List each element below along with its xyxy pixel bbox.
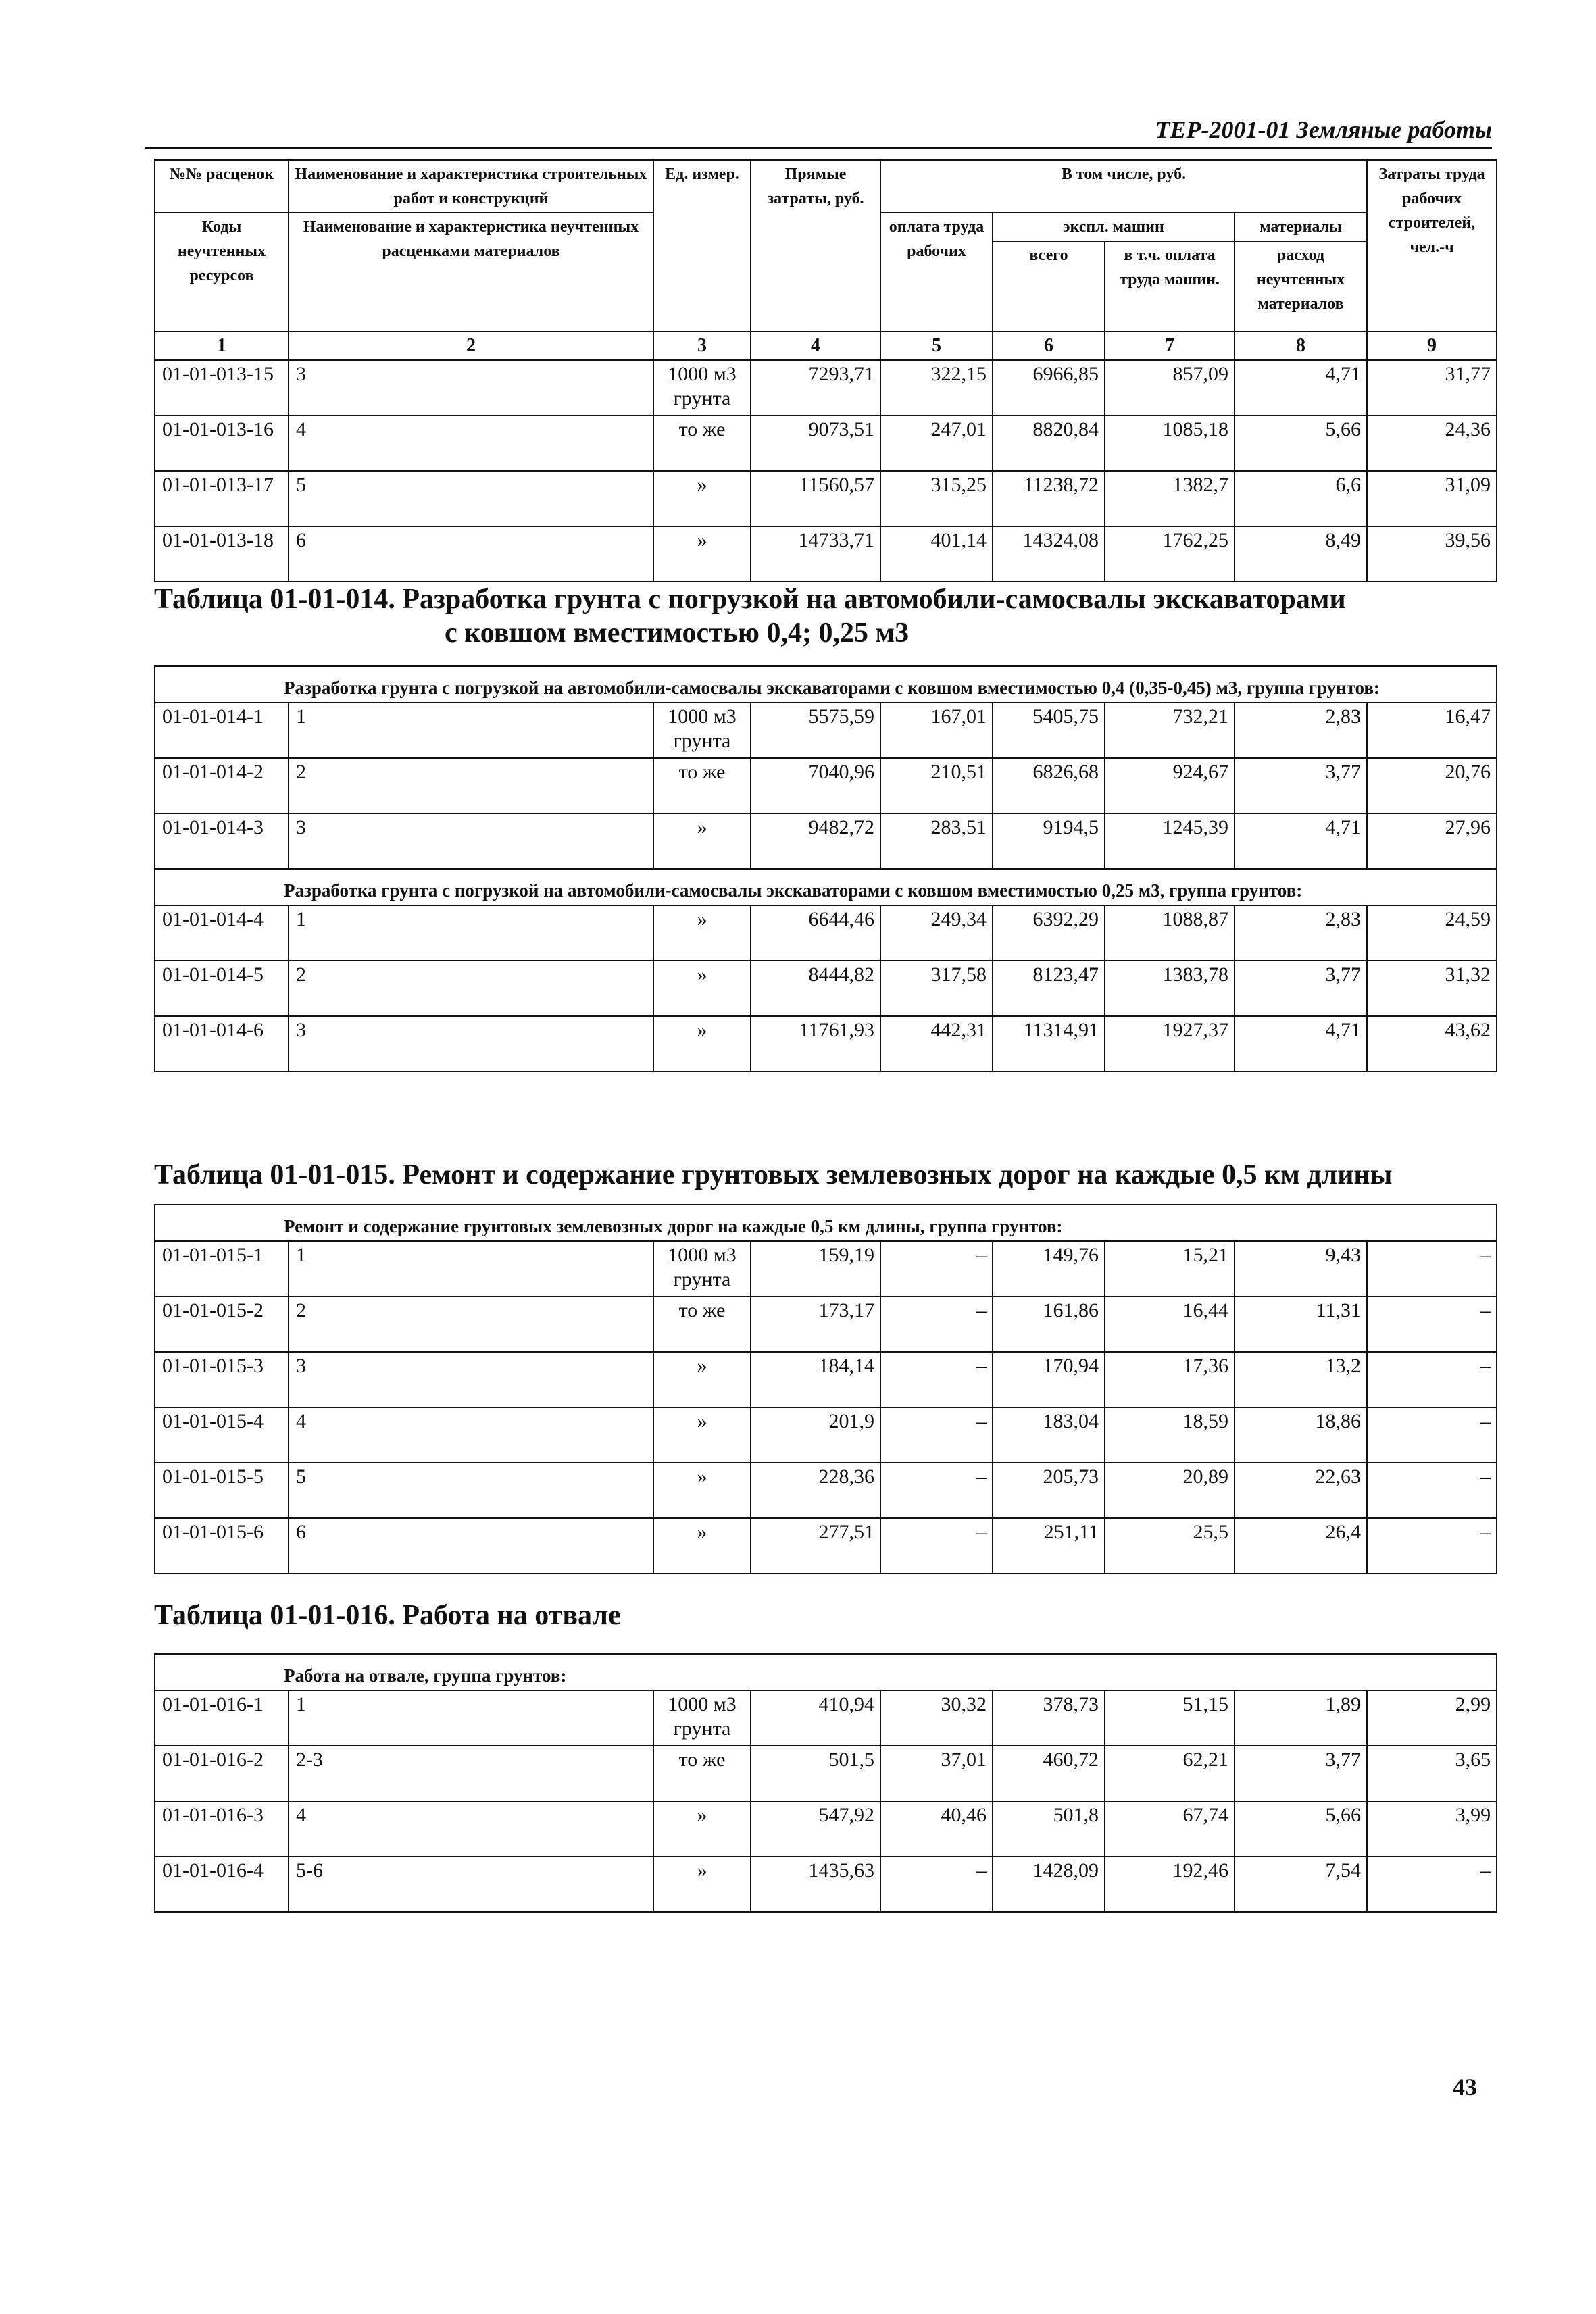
row-code: 01-01-014-6 bbox=[155, 1016, 289, 1072]
col-number: 3 bbox=[653, 332, 751, 360]
section-title: Разработка грунта с погрузкой на автомобили-самосвалы экскаваторами с ковшом вместимостью 0,25 м3, группа грунтов: bbox=[155, 869, 1497, 905]
row-machines: 378,73 bbox=[993, 1690, 1105, 1746]
row-materials: 3,77 bbox=[1235, 1746, 1367, 1801]
row-code: 01-01-016-3 bbox=[155, 1801, 289, 1857]
row-name: 5 bbox=[289, 1463, 653, 1518]
row-materials: 4,71 bbox=[1235, 813, 1367, 869]
row-wages: 322,15 bbox=[880, 360, 993, 416]
table-014-title-line1: Таблица 01-01-014. Разработка грунта с погрузкой на автомобили-самосвалы экскаваторами bbox=[154, 584, 1346, 615]
row-code: 01-01-014-2 bbox=[155, 758, 289, 813]
header-materials: материалы bbox=[1235, 213, 1367, 241]
table-row bbox=[155, 703, 1497, 758]
row-name: 2-3 bbox=[289, 1746, 653, 1801]
row-labor: 31,09 bbox=[1367, 471, 1497, 526]
row-name: 1 bbox=[289, 703, 653, 758]
row-labor: – bbox=[1367, 1297, 1497, 1352]
row-machines-wages: 1085,18 bbox=[1105, 416, 1235, 471]
row-labor: – bbox=[1367, 1463, 1497, 1518]
row-code: 01-01-013-18 bbox=[155, 526, 289, 582]
header-code-top: №№ расценок bbox=[155, 160, 289, 213]
row-unit: » bbox=[653, 813, 751, 869]
table-row bbox=[155, 905, 1497, 961]
col-number: 9 bbox=[1367, 332, 1497, 360]
row-wages: 30,32 bbox=[880, 1690, 993, 1746]
row-code: 01-01-016-2 bbox=[155, 1746, 289, 1801]
table-row bbox=[155, 1690, 1497, 1746]
row-materials: 18,86 bbox=[1235, 1407, 1367, 1463]
row-materials: 4,71 bbox=[1235, 1016, 1367, 1072]
table-row bbox=[155, 1518, 1497, 1574]
row-code: 01-01-015-5 bbox=[155, 1463, 289, 1518]
row-name: 6 bbox=[289, 1518, 653, 1574]
row-name: 6 bbox=[289, 526, 653, 582]
row-wages: – bbox=[880, 1407, 993, 1463]
row-name: 2 bbox=[289, 758, 653, 813]
row-unit: » bbox=[653, 1352, 751, 1407]
row-wages: 37,01 bbox=[880, 1746, 993, 1801]
col-number: 6 bbox=[993, 332, 1105, 360]
row-machines: 14324,08 bbox=[993, 526, 1105, 582]
row-labor: 27,96 bbox=[1367, 813, 1497, 869]
row-wages: – bbox=[880, 1352, 993, 1407]
section-title: Разработка грунта с погрузкой на автомобили-самосвалы экскаваторами с ковшом вместимостью 0,4 (0,35-0,45) м3, группа грунтов: bbox=[155, 666, 1497, 703]
row-code: 01-01-015-1 bbox=[155, 1241, 289, 1297]
row-name: 3 bbox=[289, 360, 653, 416]
row-direct-cost: 11761,93 bbox=[751, 1016, 880, 1072]
row-labor: 20,76 bbox=[1367, 758, 1497, 813]
table-row bbox=[155, 416, 1497, 471]
row-machines: 5405,75 bbox=[993, 703, 1105, 758]
row-code: 01-01-014-4 bbox=[155, 905, 289, 961]
row-name: 3 bbox=[289, 1016, 653, 1072]
row-name: 2 bbox=[289, 961, 653, 1016]
row-labor: 2,99 bbox=[1367, 1690, 1497, 1746]
row-materials: 5,66 bbox=[1235, 416, 1367, 471]
row-name: 4 bbox=[289, 1407, 653, 1463]
row-machines: 8820,84 bbox=[993, 416, 1105, 471]
row-direct-cost: 173,17 bbox=[751, 1297, 880, 1352]
row-name: 2 bbox=[289, 1297, 653, 1352]
row-unit: 1000 м3 грунта bbox=[653, 360, 751, 416]
row-machines-wages: 732,21 bbox=[1105, 703, 1235, 758]
row-code: 01-01-014-5 bbox=[155, 961, 289, 1016]
row-machines-wages: 192,46 bbox=[1105, 1857, 1235, 1912]
row-wages: 283,51 bbox=[880, 813, 993, 869]
row-name: 1 bbox=[289, 1690, 653, 1746]
row-wages: 40,46 bbox=[880, 1801, 993, 1857]
row-machines: 161,86 bbox=[993, 1297, 1105, 1352]
row-labor: 24,59 bbox=[1367, 905, 1497, 961]
table-014 bbox=[154, 665, 1497, 1072]
row-machines-wages: 924,67 bbox=[1105, 758, 1235, 813]
header-name-top: Наименование и характеристика строительных работ и конструкций bbox=[289, 160, 653, 213]
row-materials: 2,83 bbox=[1235, 905, 1367, 961]
row-direct-cost: 14733,71 bbox=[751, 526, 880, 582]
row-materials: 13,2 bbox=[1235, 1352, 1367, 1407]
row-labor: 43,62 bbox=[1367, 1016, 1497, 1072]
row-code: 01-01-016-1 bbox=[155, 1690, 289, 1746]
row-materials: 11,31 bbox=[1235, 1297, 1367, 1352]
row-code: 01-01-015-2 bbox=[155, 1297, 289, 1352]
row-unit: то же bbox=[653, 416, 751, 471]
col-number: 4 bbox=[751, 332, 880, 360]
row-code: 01-01-015-4 bbox=[155, 1407, 289, 1463]
row-materials: 7,54 bbox=[1235, 1857, 1367, 1912]
row-labor: 16,47 bbox=[1367, 703, 1497, 758]
table-row bbox=[155, 526, 1497, 582]
row-materials: 6,6 bbox=[1235, 471, 1367, 526]
section-title: Работа на отвале, группа грунтов: bbox=[155, 1654, 1497, 1690]
row-machines-wages: 62,21 bbox=[1105, 1746, 1235, 1801]
row-name: 1 bbox=[289, 1241, 653, 1297]
row-code: 01-01-015-3 bbox=[155, 1352, 289, 1407]
row-materials: 9,43 bbox=[1235, 1241, 1367, 1297]
row-code: 01-01-016-4 bbox=[155, 1857, 289, 1912]
table-row bbox=[155, 1857, 1497, 1912]
table-row bbox=[155, 758, 1497, 813]
row-name: 3 bbox=[289, 813, 653, 869]
row-code: 01-01-014-1 bbox=[155, 703, 289, 758]
row-labor: 3,65 bbox=[1367, 1746, 1497, 1801]
header-wages: оплата труда рабочих bbox=[880, 213, 993, 332]
row-machines-wages: 1245,39 bbox=[1105, 813, 1235, 869]
table-014-title bbox=[154, 582, 1499, 650]
row-direct-cost: 184,14 bbox=[751, 1352, 880, 1407]
row-materials: 22,63 bbox=[1235, 1463, 1367, 1518]
table-013 bbox=[154, 159, 1497, 582]
row-unit: » bbox=[653, 1857, 751, 1912]
row-materials: 5,66 bbox=[1235, 1801, 1367, 1857]
row-direct-cost: 7293,71 bbox=[751, 360, 880, 416]
row-direct-cost: 501,5 bbox=[751, 1746, 880, 1801]
row-unit: » bbox=[653, 1801, 751, 1857]
row-labor: – bbox=[1367, 1352, 1497, 1407]
row-labor: 31,77 bbox=[1367, 360, 1497, 416]
row-direct-cost: 201,9 bbox=[751, 1407, 880, 1463]
table-row bbox=[155, 360, 1497, 416]
row-labor: – bbox=[1367, 1241, 1497, 1297]
row-materials: 3,77 bbox=[1235, 758, 1367, 813]
row-direct-cost: 9073,51 bbox=[751, 416, 880, 471]
row-code: 01-01-013-16 bbox=[155, 416, 289, 471]
table-row bbox=[155, 1297, 1497, 1352]
row-machines: 8123,47 bbox=[993, 961, 1105, 1016]
col-number: 1 bbox=[155, 332, 289, 360]
row-unit: то же bbox=[653, 758, 751, 813]
row-code: 01-01-014-3 bbox=[155, 813, 289, 869]
table-row bbox=[155, 1407, 1497, 1463]
header-labor: Затраты труда рабочих строителей, чел.-ч bbox=[1367, 160, 1497, 332]
row-machines-wages: 15,21 bbox=[1105, 1241, 1235, 1297]
row-machines-wages: 25,5 bbox=[1105, 1518, 1235, 1574]
row-direct-cost: 228,36 bbox=[751, 1463, 880, 1518]
row-direct-cost: 1435,63 bbox=[751, 1857, 880, 1912]
row-wages: – bbox=[880, 1463, 993, 1518]
row-machines-wages: 1762,25 bbox=[1105, 526, 1235, 582]
table-row bbox=[155, 471, 1497, 526]
row-direct-cost: 11560,57 bbox=[751, 471, 880, 526]
col-number: 2 bbox=[289, 332, 653, 360]
row-machines: 9194,5 bbox=[993, 813, 1105, 869]
row-machines: 251,11 bbox=[993, 1518, 1105, 1574]
row-code: 01-01-015-6 bbox=[155, 1518, 289, 1574]
col-number: 5 bbox=[880, 332, 993, 360]
row-name: 3 bbox=[289, 1352, 653, 1407]
row-machines-wages: 17,36 bbox=[1105, 1352, 1235, 1407]
page-number: 43 bbox=[1453, 2073, 1477, 2101]
row-unit: то же bbox=[653, 1297, 751, 1352]
row-machines-wages: 67,74 bbox=[1105, 1801, 1235, 1857]
row-wages: – bbox=[880, 1241, 993, 1297]
table-row bbox=[155, 1746, 1497, 1801]
row-direct-cost: 159,19 bbox=[751, 1241, 880, 1297]
col-number: 7 bbox=[1105, 332, 1235, 360]
row-machines-wages: 20,89 bbox=[1105, 1463, 1235, 1518]
row-machines: 1428,09 bbox=[993, 1857, 1105, 1912]
row-unit: » bbox=[653, 1518, 751, 1574]
row-labor: – bbox=[1367, 1857, 1497, 1912]
table-016-title: Таблица 01-01-016. Работа на отвале bbox=[154, 1600, 621, 1631]
row-wages: 442,31 bbox=[880, 1016, 993, 1072]
row-machines: 170,94 bbox=[993, 1352, 1105, 1407]
row-unit: » bbox=[653, 961, 751, 1016]
row-direct-cost: 410,94 bbox=[751, 1690, 880, 1746]
header-code-bottom: Коды неучтенных ресурсов bbox=[155, 213, 289, 332]
row-machines: 6966,85 bbox=[993, 360, 1105, 416]
row-name: 5 bbox=[289, 471, 653, 526]
table-016 bbox=[154, 1653, 1497, 1913]
row-name: 4 bbox=[289, 1801, 653, 1857]
row-machines: 460,72 bbox=[993, 1746, 1105, 1801]
row-wages: 247,01 bbox=[880, 416, 993, 471]
row-wages: 401,14 bbox=[880, 526, 993, 582]
row-machines: 501,8 bbox=[993, 1801, 1105, 1857]
row-direct-cost: 6644,46 bbox=[751, 905, 880, 961]
table-row bbox=[155, 813, 1497, 869]
row-code: 01-01-013-17 bbox=[155, 471, 289, 526]
table-row bbox=[155, 1801, 1497, 1857]
row-wages: – bbox=[880, 1518, 993, 1574]
col-number: 8 bbox=[1235, 332, 1367, 360]
row-wages: 210,51 bbox=[880, 758, 993, 813]
row-machines-wages: 1382,7 bbox=[1105, 471, 1235, 526]
section-title: Ремонт и содержание грунтовых землевозных дорог на каждые 0,5 км длины, группа грунтов: bbox=[155, 1205, 1497, 1241]
header-machines: экспл. машин bbox=[993, 213, 1235, 241]
row-machines-wages: 857,09 bbox=[1105, 360, 1235, 416]
header-name-bottom: Наименование и характеристика неучтенных расценками материалов bbox=[289, 213, 653, 332]
row-name: 5-6 bbox=[289, 1857, 653, 1912]
row-direct-cost: 5575,59 bbox=[751, 703, 880, 758]
row-machines: 149,76 bbox=[993, 1241, 1105, 1297]
row-machines-wages: 16,44 bbox=[1105, 1297, 1235, 1352]
running-header: ТЕР-2001-01 Земляные работы bbox=[145, 115, 1492, 149]
row-materials: 4,71 bbox=[1235, 360, 1367, 416]
row-direct-cost: 7040,96 bbox=[751, 758, 880, 813]
row-name: 4 bbox=[289, 416, 653, 471]
row-unit: 1000 м3 грунта bbox=[653, 703, 751, 758]
row-labor: 24,36 bbox=[1367, 416, 1497, 471]
row-machines: 183,04 bbox=[993, 1407, 1105, 1463]
row-wages: – bbox=[880, 1297, 993, 1352]
row-labor: – bbox=[1367, 1518, 1497, 1574]
table-row bbox=[155, 1016, 1497, 1072]
row-unit: » bbox=[653, 1463, 751, 1518]
row-unit: то же bbox=[653, 1746, 751, 1801]
header-unit: Ед. измер. bbox=[653, 160, 751, 332]
table-row bbox=[155, 1352, 1497, 1407]
row-unit: » bbox=[653, 1407, 751, 1463]
row-labor: 39,56 bbox=[1367, 526, 1497, 582]
row-code: 01-01-013-15 bbox=[155, 360, 289, 416]
row-wages: 315,25 bbox=[880, 471, 993, 526]
row-labor: – bbox=[1367, 1407, 1497, 1463]
row-materials: 3,77 bbox=[1235, 961, 1367, 1016]
row-unit: » bbox=[653, 905, 751, 961]
row-machines: 6826,68 bbox=[993, 758, 1105, 813]
table-015-title: Таблица 01-01-015. Ремонт и содержание грунтовых землевозных дорог на каждые 0,5 км длины bbox=[154, 1159, 1393, 1190]
row-machines-wages: 51,15 bbox=[1105, 1690, 1235, 1746]
header-in-total: В том числе, руб. bbox=[880, 160, 1367, 213]
row-direct-cost: 8444,82 bbox=[751, 961, 880, 1016]
row-wages: 317,58 bbox=[880, 961, 993, 1016]
row-unit: 1000 м3 грунта bbox=[653, 1690, 751, 1746]
header-machines-total: всего bbox=[993, 241, 1105, 332]
row-unit: » bbox=[653, 471, 751, 526]
table-row bbox=[155, 1463, 1497, 1518]
row-unit: » bbox=[653, 1016, 751, 1072]
row-labor: 31,32 bbox=[1367, 961, 1497, 1016]
row-name: 1 bbox=[289, 905, 653, 961]
row-machines: 11314,91 bbox=[993, 1016, 1105, 1072]
table-015 bbox=[154, 1204, 1497, 1574]
table-row bbox=[155, 961, 1497, 1016]
row-machines-wages: 1088,87 bbox=[1105, 905, 1235, 961]
row-materials: 8,49 bbox=[1235, 526, 1367, 582]
table-014-title-line2: с ковшом вместимостью 0,4; 0,25 м3 bbox=[445, 618, 909, 649]
row-labor: 3,99 bbox=[1367, 1801, 1497, 1857]
row-direct-cost: 547,92 bbox=[751, 1801, 880, 1857]
row-wages: 167,01 bbox=[880, 703, 993, 758]
table-row bbox=[155, 1241, 1497, 1297]
row-wages: 249,34 bbox=[880, 905, 993, 961]
row-machines-wages: 1383,78 bbox=[1105, 961, 1235, 1016]
row-machines: 11238,72 bbox=[993, 471, 1105, 526]
row-materials: 26,4 bbox=[1235, 1518, 1367, 1574]
row-unit: 1000 м3 грунта bbox=[653, 1241, 751, 1297]
row-machines-wages: 1927,37 bbox=[1105, 1016, 1235, 1072]
row-unit: » bbox=[653, 526, 751, 582]
header-materials-sub: расход неучтенных материалов bbox=[1235, 241, 1367, 332]
row-machines: 6392,29 bbox=[993, 905, 1105, 961]
row-materials: 2,83 bbox=[1235, 703, 1367, 758]
row-wages: – bbox=[880, 1857, 993, 1912]
row-direct-cost: 277,51 bbox=[751, 1518, 880, 1574]
header-direct: Прямые затраты, руб. bbox=[751, 160, 880, 332]
row-machines: 205,73 bbox=[993, 1463, 1105, 1518]
header-machines-wages: в т.ч. оплата труда машин. bbox=[1105, 241, 1235, 332]
row-materials: 1,89 bbox=[1235, 1690, 1367, 1746]
row-machines-wages: 18,59 bbox=[1105, 1407, 1235, 1463]
row-direct-cost: 9482,72 bbox=[751, 813, 880, 869]
